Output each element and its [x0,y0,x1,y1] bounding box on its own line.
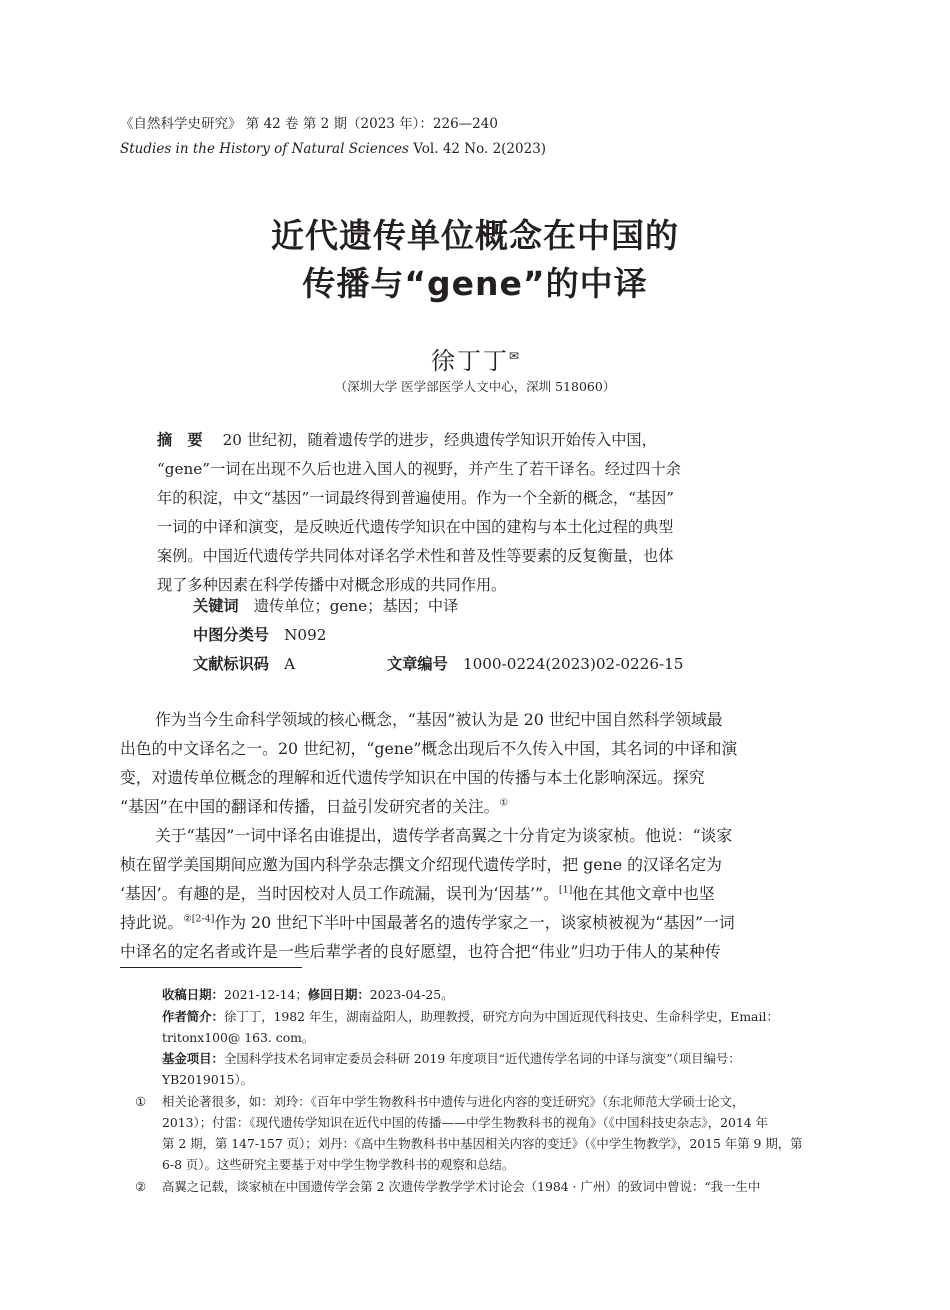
body-text: 他在其他文章中也坚 [572,884,715,903]
journal-header: 《自然科学史研究》 第 42 卷 第 2 期（2023 年）：226—240 [120,116,498,132]
author-bio [162,1007,779,1027]
body-line: 中译名的定名者或许是一些后辈学者的良好愿望，也符合把“伟业”归功于伟人的某种传 [120,942,721,961]
funding-code: YB2019015）。 [162,1072,254,1087]
keywords [193,592,833,621]
body-line: 出色的中文译名之一。20 世纪初，“gene”概念出现后不久传入中国，其名词的中译和演 [120,739,738,758]
footnote-marker: ② [135,1179,147,1194]
article-number [387,650,950,679]
funding [162,1049,741,1069]
bio-text: 徐丁丁，1982 年生，湖南益阳人，助理教授，研究方向为中国近现代科技史、生命科学史，Email： [223,1009,779,1024]
body-line: 桢在留学美国期间应邀为国内科学杂志撰文介绍现代遗传学时，把 gene 的汉译名定为 [120,855,722,874]
citation-ref[interactable]: [1] [558,884,573,896]
abstract-line: 现了多种因素在科学传播中对概念形成的共同作用。 [157,576,507,594]
abstract-line: 案例。中国近代遗传学共同体对译名学术性和普及性等要素的反复衡量，也体 [157,547,674,565]
body-line: 变，对遗传单位概念的理解和近代遗传学知识在中国的传播与本土化影响深远。探究 [120,768,705,787]
abstract-line [157,426,797,455]
clc-number [193,621,833,650]
author-name: 徐丁丁 [430,347,509,375]
body-line [120,879,830,908]
clc-label: 中图分类号 [193,626,269,644]
article-number-label: 文章编号 [387,655,448,673]
received-label: 收稿日期： [162,987,224,1002]
body-text: 作为 20 世纪下半叶中国最著名的遗传学家之一，谈家桢被视为“基因”一词 [214,913,735,932]
funding-label: 基金项目： [162,1051,224,1066]
doc-code-label: 文献标识码 [193,655,269,673]
volume-issue: Vol. 42 No. 2(2023) [408,141,547,157]
body-text: “基因”在中国的翻译和传播，日益引发研究者的关注。 [120,797,500,816]
footnote-marker: ① [135,1094,147,1109]
revised-date: 2023-04-25。 [369,987,454,1002]
footnote-1-line: 第 2 期，第 147-157 页）；刘丹：《高中生物教科书中基因相关内容的变迁》（《中学生物教学》，2015 年第 9 期，第 [162,1136,803,1151]
author-affiliation: （深圳大学 医学部医学人文中心，深圳 518060） [334,379,616,394]
footnote-1-line: 2013）；付雷：《现代遗传学知识在近代中国的传播——中学生物教科书的视角》（《中国科技史杂志》，2014 年 [162,1115,768,1130]
revised-label: 修回日期： [307,987,370,1002]
funding-text: 全国科学技术名词审定委员会科研 2019 年度项目“近代遗传学名词的中译与演变”（项目编号： [223,1051,741,1066]
body-line: 关于“基因”一词中译名由谁提出，遗传学者高翼之十分肯定为谈家桢。他说：“谈家 [155,826,733,845]
footnote-ref[interactable]: ① [499,797,509,809]
body-line [120,792,830,821]
footnote-1-line: 6-8 页）。这些研究主要基于对中学生物学教科书的观察和总结。 [162,1157,515,1172]
body-line: 作为当今生命科学领域的核心概念，“基因”被认为是 20 世纪中国自然科学领域最 [155,710,723,729]
received-dates [162,985,454,1005]
body-text: ‘基因’。有趣的是，当时因校对人员工作疏漏，误刊为‘因基’”。 [120,884,559,903]
journal-name-english: Studies in the History of Natural Sciences [120,141,409,157]
body-text: 持此说。 [120,913,184,932]
abstract-line: 年的积淀，中文“基因”一词最终得到普遍使用。作为一个全新的概念，“基因” [157,489,675,507]
article-number-value: 1000-0224(2023)02-0226-15 [462,655,684,673]
author-email: tritonx100@ 163. com。 [162,1030,315,1045]
footnote-divider [120,967,302,968]
footnote-2-line: 高翼之记载，谈家桢在中国遗传学会第 2 次遗传学教学学术讨论会（1984 · 广州）的致词中曾说：“我一生中 [162,1179,761,1194]
envelope-icon: ✉ [508,349,520,363]
bio-label: 作者简介： [162,1009,224,1024]
clc-value: N092 [284,626,327,644]
footnote-1-line: 相关论著很多，如：刘玲：《百年中学生物教科书中遗传与进化内容的变迁研究》（东北师范大学硕士论文， [162,1094,745,1109]
journal-header-english [120,139,546,159]
abstract-line: 一词的中译和演变，是反映近代遗传学知识在中国的建构与本土化过程的典型 [157,518,674,536]
author [0,340,950,377]
keywords-label: 关键词 [193,597,239,615]
received-date: 2021-12-14； [223,987,308,1002]
citation-ref[interactable]: ②[2-4] [183,913,215,925]
abstract-text: 20 世纪初，随着遗传学的进步，经典遗传学知识开始传入中国， [222,431,657,449]
body-line [120,908,830,937]
keywords-value: 遗传单位；gene；基因；中译 [253,597,459,615]
article-title-line-1: 近代遗传单位概念在中国的 [271,216,679,255]
article-title-line-2: 传播与“gene”的中译 [302,264,648,303]
abstract-label: 摘 要 [157,431,203,449]
abstract-line: “gene”一词在出现不久后也进入国人的视野，并产生了若干译名。经过四十余 [157,460,681,478]
doc-code-value: A [284,655,296,673]
